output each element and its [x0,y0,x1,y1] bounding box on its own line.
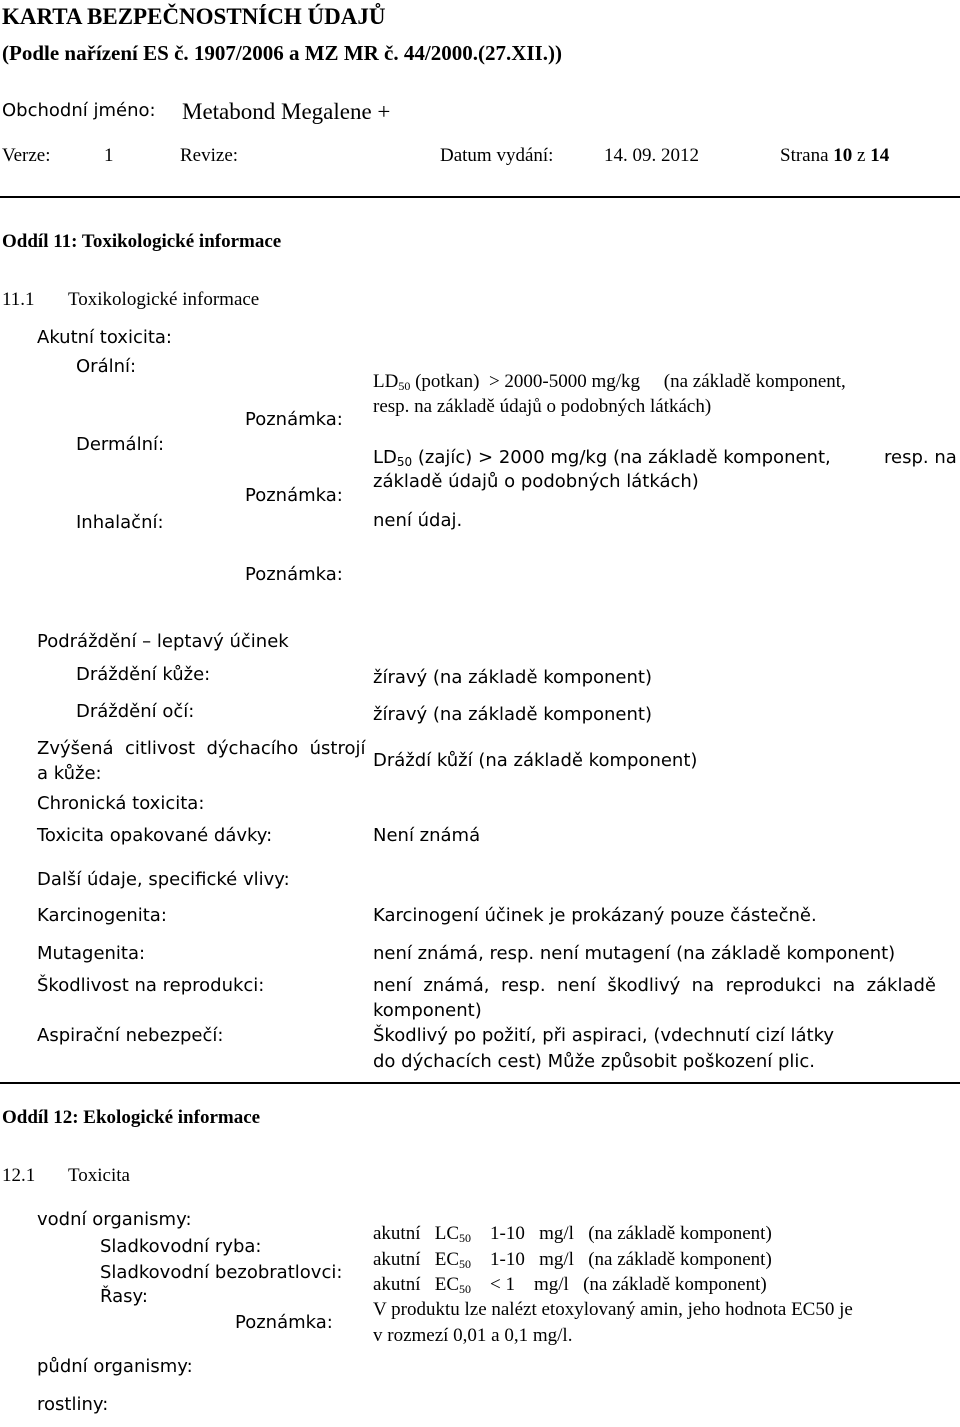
carcinogenicity-label: Karcinogenita: [37,905,167,926]
algae-label: Řasy: [100,1286,148,1307]
plants-label: rostliny: [37,1394,109,1415]
dermal-value: $LD_{50}$ (zajíc) > 2000 mg/kg (na základě komponent, [373,447,831,469]
acute-toxicity-label: Akutní toxicita: [37,327,172,348]
section-11-heading: Oddíl 11: Toxikologické informace [2,231,282,252]
header-divider [0,196,960,198]
section-12-1-number: 12.1 [2,1165,36,1186]
aquatic-organisms-label: vodní organismy: [37,1209,192,1230]
issue-date-value: 14. 09. 2012 [604,145,699,166]
oral-value-line2: resp. na základě údajů o podobných látkách) [373,396,712,417]
aspiration-hazard-value: Škodlivý po požití, při aspiraci, (vdechnutí cizí látky [373,1025,835,1046]
dermal-label: Dermální: [76,434,165,455]
algae-value: akutní $EC_{50}$ < 1 mg/l (na základě komponent) [373,1274,767,1296]
soil-organisms-label: půdní organismy: [37,1356,193,1377]
freshwater-fish-value: akutní $LC_{50}$ 1-10 mg/l (na základě komponent) [373,1223,772,1245]
reproductive-toxicity-value: není známá, resp. není škodlivý na reprodukci na základě [373,975,937,996]
aspiration-hazard-value-line2: do dýchacích cest) Může způsobit poškození plic. [373,1051,816,1072]
dermal-value-line2: základě údajů o podobných látkách) [373,471,699,492]
skin-irritation-value: žíravý (na základě komponent) [373,667,652,688]
revision-label: Revize: [180,145,239,166]
version-label: Verze: [2,145,51,166]
section-divider [0,1082,960,1084]
specific-effects-label: Další údaje, specifické vlivy: [37,869,290,890]
reproductive-toxicity-value-line2: komponent) [373,1000,482,1021]
aspiration-hazard-label: Aspirační nebezpečí: [37,1025,224,1046]
trade-name-value: Metabond Megalene + [182,99,391,124]
sensitization-label: Zvýšená citlivost dýchacího ústrojí [37,738,366,759]
repeated-dose-label: Toxicita opakované dávky: [37,825,273,846]
oral-value: $LD_{50}$ (potkan) > 2000-5000 mg/kg (na základě komponent, [373,371,846,393]
document-title: KARTA BEZPEČNOSTNÍCH ÚDAJŮ [2,4,386,29]
ecotox-note-value: V produktu lze nalézt etoxylovaný amin, jeho hodnota EC50 je [373,1299,853,1320]
ecotox-note-value-line2: v rozmezí 0,01 a 0,1 mg/l. [373,1325,573,1346]
mutagenicity-label: Mutagenita: [37,943,146,964]
dermal-value-resp: resp. na [884,447,957,468]
page-indicator: Strana 10 z 14 [780,145,890,166]
mutagenicity-value: není známá, resp. není mutagení (na základě komponent) [373,943,896,964]
freshwater-invertebrates-label: Sladkovodní bezobratlovci: [100,1262,343,1283]
chronic-toxicity-label: Chronická toxicita: [37,793,205,814]
version-value: 1 [104,145,114,166]
eye-irritation-label: Dráždění očí: [76,701,195,722]
section-12-1-title: Toxicita [68,1165,130,1186]
inhalation-label: Inhalační: [76,512,164,533]
section-11-1-title: Toxikologické informace [68,289,260,310]
reproductive-toxicity-label: Škodlivost na reprodukci: [37,975,265,996]
inhalation-note-label: Poznámka: [245,564,343,585]
sensitization-value: Dráždí kůží (na základě komponent) [373,750,698,771]
oral-note-label: Poznámka: [245,409,343,430]
sensitization-label-line2: a kůže: [37,763,102,784]
trade-name-label: Obchodní jméno: [2,100,156,121]
dermal-note-label: Poznámka: [245,485,343,506]
freshwater-fish-label: Sladkovodní ryba: [100,1236,262,1257]
issue-date-label: Datum vydání: [440,145,554,166]
freshwater-invertebrates-value: akutní $EC_{50}$ 1-10 mg/l (na základě komponent) [373,1249,772,1271]
ecotox-note-label: Poznámka: [235,1312,333,1333]
inhalation-value: není údaj. [373,510,463,531]
repeated-dose-value: Není známá [373,825,481,846]
section-12-heading: Oddíl 12: Ekologické informace [2,1107,261,1128]
oral-label: Orální: [76,356,137,377]
section-11-1-number: 11.1 [2,289,35,310]
irritation-label: Podráždění – leptavý účinek [37,631,289,652]
eye-irritation-value: žíravý (na základě komponent) [373,704,652,725]
skin-irritation-label: Dráždění kůže: [76,664,211,685]
document-regulation: (Podle nařízení ES č. 1907/2006 a MZ MR č. 44/2000.(27.XII.)) [2,41,562,65]
carcinogenicity-value: Karcinogení účinek je prokázaný pouze částečně. [373,905,817,926]
